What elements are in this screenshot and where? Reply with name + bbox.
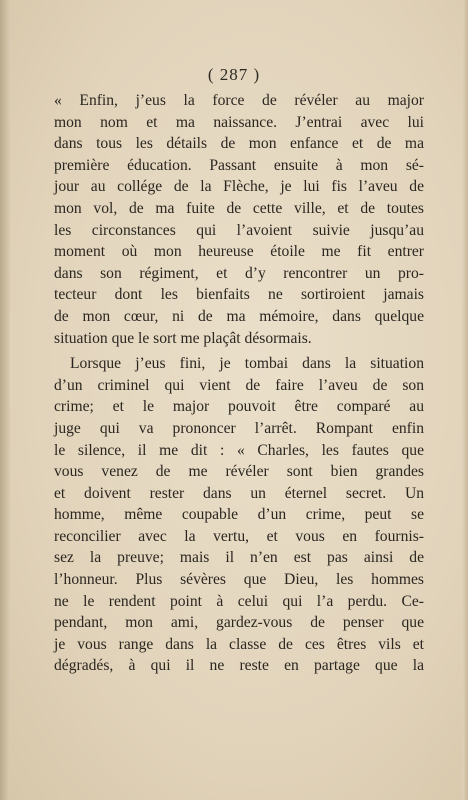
text-line: moment où mon heureuse étoile me fit entrer: [54, 243, 424, 261]
text-line: l’honneur. Plus sévères que Dieu, les hommes: [54, 571, 424, 589]
text-line: de mon cœur, ni de ma mémoire, dans quelque: [54, 307, 424, 325]
text-line: homme, même coupable d’un crime, peut se: [54, 506, 424, 524]
text-line: vous venez de me révéler sont bien grandes: [54, 463, 424, 481]
text-line: « Enfin, j’eus la force de révéler au major: [54, 92, 424, 109]
text-line: juge qui va prononcer l’arrêt. Rompant enfin: [54, 419, 424, 437]
paragraph-2: [54, 353, 424, 677]
text-line: mon nom et ma naissance. J’entrai avec lui: [54, 113, 424, 131]
text-line: je vous range dans la classe de ces êtres vils et: [54, 635, 424, 653]
page-outer-edge: [462, 0, 468, 800]
text-line: situation que le sort me plaçât désormais.: [54, 329, 312, 347]
text-line: crime; et le major pouvoit être comparé au: [54, 398, 424, 416]
text-line: pendant, mon ami, gardez-vous de penser que: [54, 614, 424, 632]
text-line: mon vol, de ma fuite de cette ville, et de toutes: [54, 199, 424, 217]
text-line: dans tous les détails de mon enfance et de ma: [54, 135, 424, 153]
text-line: première éducation. Passant ensuite à mon sé-: [54, 156, 424, 174]
body-text: [54, 90, 424, 677]
page-binding-edge: [0, 0, 10, 800]
text-line: les circonstances qui l’avoient suivie jusqu’au: [54, 221, 424, 239]
text-line: dans son régiment, et d’y rencontrer un pro-: [54, 264, 424, 282]
page-number: ( 287 ): [207, 65, 261, 84]
text-line: d’un criminel qui vient de faire l’aveu de son: [54, 376, 424, 394]
text-line: sez la preuve; mais il n’en est pas ainsi de: [54, 549, 424, 567]
text-line: Lorsque j’eus fini, je tombai dans la situation: [70, 355, 424, 373]
text-line: le silence, il me dit : « Charles, les fautes que: [54, 441, 424, 459]
paragraph-1: [54, 90, 424, 349]
text-line: ne le rendent point à celui qui l’a perdu. Ce-: [54, 592, 424, 610]
text-line: et doivent rester dans un éternel secret. Un: [54, 484, 424, 502]
text-line: tecteur dont les bienfaits ne sortiroient jamais: [54, 286, 424, 304]
text-line: dégradés, à qui il ne reste en partage que la: [54, 657, 424, 675]
text-line: jour au collége de la Flèche, je lui fis l’aveu de: [54, 178, 424, 196]
text-line: reconcilier avec la vertu, et vous en fournis-: [54, 527, 424, 545]
